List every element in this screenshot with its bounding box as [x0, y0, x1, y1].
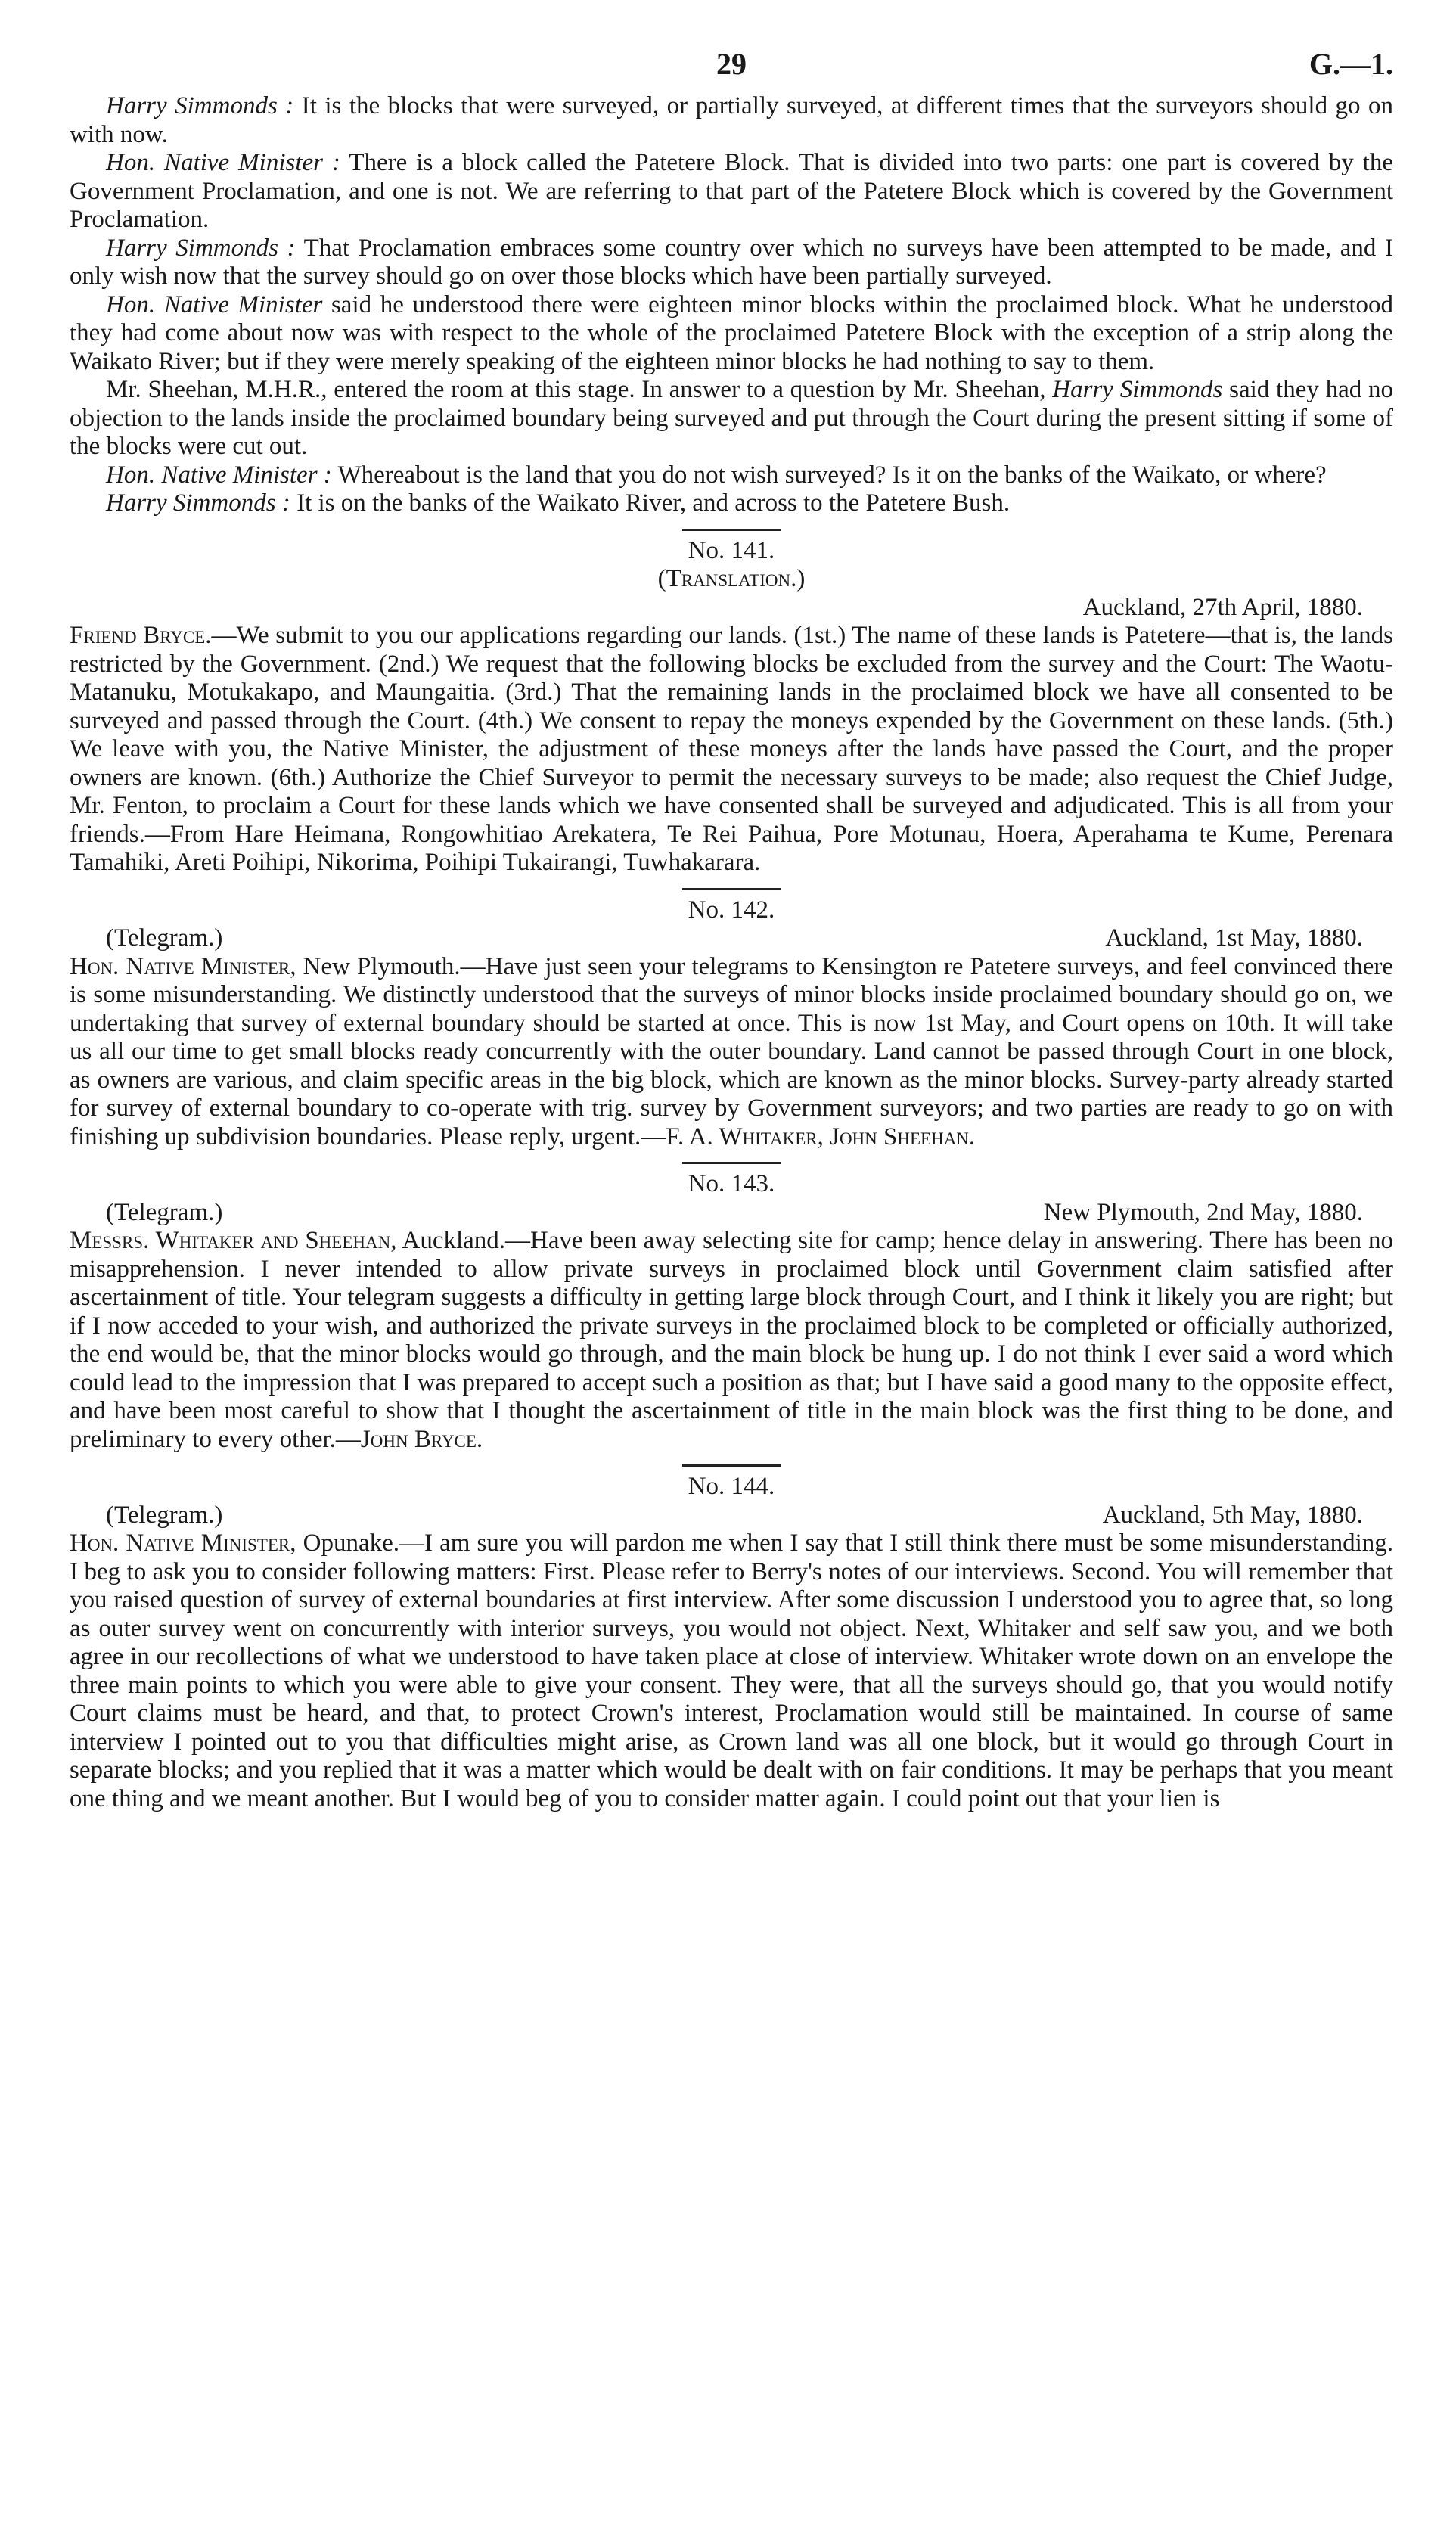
telegram-subheader: [70, 1501, 1393, 1530]
discussion-paragraph: [70, 92, 1393, 149]
speech-text: said they had no objection to the lands inside the proclaimed boundary being surveyed and put through the Court during the present sitting if some of the blocks were cut out.: [70, 376, 1394, 460]
dateline: Auckland, 27th April, 1880.: [1082, 593, 1363, 621]
salutation: Hon. Native Minister,: [70, 952, 296, 980]
letter-text: Opunake.—I am sure you will pardon me when I say that I still think there must be some misunderstanding. I beg to ask you to consider following matters: First. Please refer to Berry's notes of our interviews. Second. You will remember that you raised question of survey of external boundaries at first interview. After some discussion I understood you to agree that, so long as outer survey went on concurrently with interior surveys, you would not object. Next, Whitaker and self saw you, and we both agree in our recollections of what we understood to have taken place at close of interview. Whitaker wrote down on an envelope the three main points to which you were able to give your consent. They were, that all the surveys should go, that you would notify Court claims must be heard, and that, to protect Crown's interest, Proclamation would still be maintained. In course of same interview I pointed out to you that difficulties might arise, as Crown land was all one block, but it would go through Court in separate blocks; and you replied that it was a matter which would be dealt with on fair conditions. It may be perhaps that you meant one thing and we meant another. But I would beg of you to consider matter again. I could point out that your lien is: [70, 1529, 1394, 1812]
discussion-paragraph: [70, 149, 1393, 234]
telegram-label: (Telegram.): [106, 1501, 223, 1529]
telegram-subheader: [70, 1199, 1393, 1228]
discussion-section: [70, 92, 1393, 518]
discussion-paragraph: [70, 489, 1393, 518]
speaker-name: Harry Simmonds :: [106, 234, 296, 262]
page-header: [70, 47, 1393, 92]
signature: F. A. Whitaker, John Sheehan.: [666, 1123, 976, 1150]
signature: John Bryce.: [360, 1425, 483, 1453]
speaker-name: Harry Simmonds: [1052, 376, 1223, 403]
dateline: Auckland, 1st May, 1880.: [1105, 924, 1363, 952]
salutation: Messrs. Whitaker and Sheehan,: [70, 1227, 397, 1254]
letter-body: [70, 1529, 1393, 1813]
translation-label: (Translation.): [657, 565, 806, 592]
discussion-paragraph: [70, 376, 1393, 461]
page-number: 29: [716, 47, 747, 81]
letter-body: [70, 1227, 1393, 1454]
letter-body: [70, 622, 1393, 877]
speaker-name: Harry Simmonds :: [106, 489, 290, 517]
telegram-label: (Telegram.): [106, 924, 223, 952]
speaker-name: Hon. Native Minister :: [106, 149, 340, 176]
document-number: No. 142.: [688, 896, 775, 924]
section-divider: [682, 888, 781, 890]
dateline: Auckland, 5th May, 1880.: [1102, 1501, 1363, 1529]
speech-text: There is a block called the Patetere Block. That is divided into two parts: one part is covered by the Government Proclamation, and one is not. We are referring to that part of the Patetere Block which is covered by the Government Proclamation.: [70, 149, 1393, 233]
speaker-name: Harry Simmonds :: [106, 92, 294, 120]
discussion-paragraph: [70, 291, 1393, 377]
discussion-paragraph: [70, 234, 1393, 291]
document-144: [70, 1473, 1393, 1813]
document-number: No. 141.: [688, 536, 775, 564]
speech-text: It is on the banks of the Waikato River, and across to the Patetere Bush.: [296, 489, 1011, 517]
telegram-subheader: [70, 924, 1393, 953]
document-142: [70, 896, 1393, 1152]
speaker-name: Hon. Native Minister :: [106, 461, 332, 489]
document-reference: G.—1.: [1309, 47, 1393, 81]
document-143: [70, 1170, 1393, 1454]
section-divider: [682, 529, 781, 531]
telegram-label: (Telegram.): [106, 1198, 223, 1226]
letter-text: —We submit to you our applications regarding our lands. (1st.) The name of these lands is Patetere—that is, the lands restricted by the Government. (2nd.) We request that the following blocks be excluded from the survey and the Court: The Waotu-Matanuku, Motukakapo, and Maungaitia. (3rd.) That the remaining lands in the proclaimed block we have all consented to be surveyed and passed through the Court. (4th.) We consent to repay the moneys expended by the Government on these lands. (5th.) We leave with you, the Native Minister, the adjustment of these moneys after the lands have passed the Court, and the proper owners are known. (6th.) Authorize the Chief Surveyor to permit the necessary surveys to be made; also request the Chief Judge, Mr. Fenton, to proclaim a Court for these lands which we have consented shall be surveyed and adjudicated. This is all from your friends.—From Hare Heimana, Rongowhitiao Arekatera, Te Rei Paihua, Pore Motunau, Hoera, Aperahama te Kume, Perenara Tamahiki, Areti Poihipi, Nikorima, Poihipi Tukairangi, Tuwhakarara.: [70, 622, 1393, 876]
document-number: No. 143.: [688, 1170, 775, 1197]
speaker-name: Hon. Native Minister: [106, 290, 323, 318]
speech-text: It is the blocks that were surveyed, or partially surveyed, at different times that the surveyors should go on with now.: [70, 92, 1394, 148]
speech-text: That Proclamation embraces some country over which no surveys have been attempted to be made, and I only wish now that the survey should go on over those blocks which have been partially surveyed.: [70, 234, 1394, 290]
narration-text: Mr. Sheehan, M.H.R., entered the room at this stage. In answer to a question by Mr. Sheehan,: [106, 376, 1046, 403]
letter-text: Auckland.—Have been away selecting site for camp; hence delay in answering. There has been no misapprehension. I never intended to allow private surveys in proclaimed block until Government claim satisfied after ascertainment of title. Your telegram suggests a difficulty in getting large block through Court, and I think it likely you are right; but if I now acceded to your wish, and authorized the private surveys in the proclaimed block to be completed or officially authorized, the end would be, that the minor blocks would go through, and the main block be hung up. I do not think I ever said a word which could lead to the impression that I was prepared to accept such a position as that; but I have said a good many to the opposite effect, and have been most careful to show that I thought the ascertainment of title in the main block was the first thing to be done, and preliminary to every other.—: [70, 1227, 1394, 1453]
dateline: New Plymouth, 2nd May, 1880.: [1043, 1198, 1363, 1226]
document-141: [70, 537, 1393, 877]
letter-body: [70, 953, 1393, 1152]
document-number: No. 144.: [688, 1473, 775, 1500]
speech-text: Whereabout is the land that you do not wish surveyed? Is it on the banks of the Waikato, or where?: [337, 461, 1327, 489]
letter-text: New Plymouth.—Have just seen your telegrams to Kensington re Patetere surveys, and feel convinced there is some misunderstanding. We distinctly understood that the surveys of minor blocks inside proclaimed boundary should go on, we undertaking that survey of external boundary should be started at once. This is now 1st May, and Court opens on 10th. It will take us all our time to get small blocks ready concurrently with the outer boundary. Land cannot be passed through Court in one block, as owners are various, and claim specific areas in the big block, which are known as the minor blocks. Survey-party already started for survey of external boundary to co-operate with trig. survey by Government surveyors; and two parties are ready to go on with finishing up subdivision boundaries. Please reply, urgent.—: [70, 952, 1393, 1150]
speech-text: said he understood there were eighteen minor blocks within the proclaimed block. What he understood they had come about now was with respect to the whole of the proclaimed Patetere Block with the exception of a strip along the Waikato River; but if they were merely speaking of the eighteen minor blocks he had nothing to say to them.: [70, 290, 1393, 375]
salutation: Hon. Native Minister,: [70, 1529, 296, 1557]
document-page: [70, 47, 1393, 1813]
section-divider: [682, 1162, 781, 1164]
salutation: Friend Bryce.: [70, 622, 212, 649]
section-divider: [682, 1464, 781, 1467]
discussion-paragraph: [70, 461, 1393, 490]
